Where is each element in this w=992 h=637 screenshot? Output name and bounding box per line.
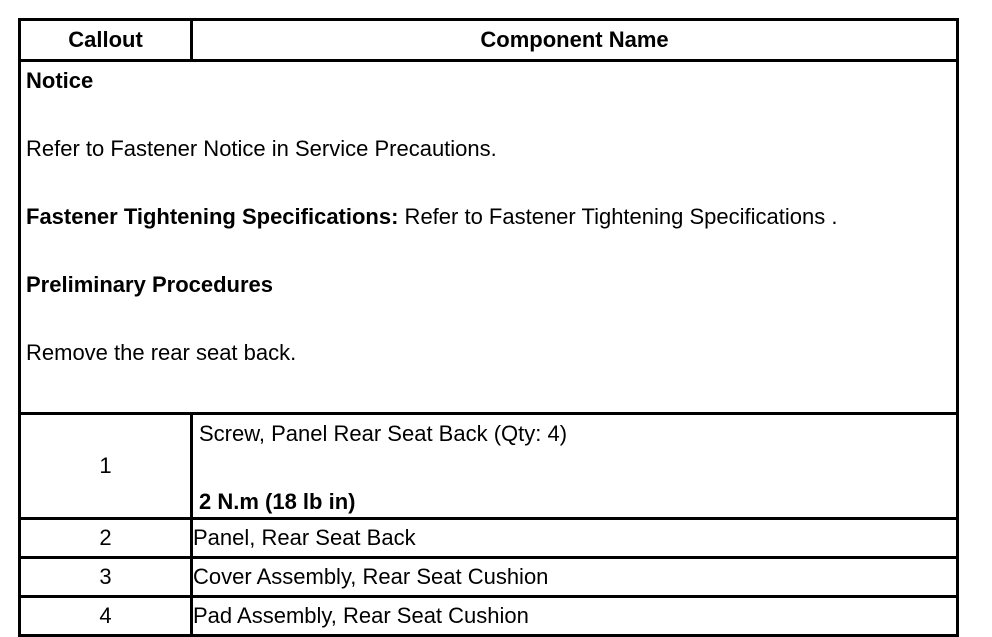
- table-row: [20, 558, 958, 597]
- component-name: Cover Assembly, Rear Seat Cushion: [192, 558, 958, 597]
- component-table: [18, 18, 959, 637]
- callout-header: Callout: [20, 20, 192, 61]
- component-name-header: Component Name: [192, 20, 958, 61]
- notice-cell: [20, 61, 958, 414]
- table-row: [20, 519, 958, 558]
- notice-content: [21, 62, 956, 412]
- fastener-spec-text: Refer to Fastener Tightening Specifications .: [398, 204, 838, 229]
- notice-heading: Notice: [26, 68, 94, 93]
- callout-number: 1: [20, 414, 192, 519]
- component-name-cell: [192, 414, 958, 519]
- callout-number: 2: [20, 519, 192, 558]
- preliminary-procedures-heading: Preliminary Procedures: [26, 272, 274, 297]
- component-name: Panel, Rear Seat Back: [192, 519, 958, 558]
- torque-spec: 2 N.m (18 lb in): [199, 489, 356, 514]
- notice-text: Refer to Fastener Notice in Service Precautions.: [26, 136, 497, 161]
- table-row: [20, 597, 958, 636]
- component-name: Pad Assembly, Rear Seat Cushion: [192, 597, 958, 636]
- component-name: Screw, Panel Rear Seat Back (Qty: 4): [199, 421, 568, 446]
- notice-row: [20, 61, 958, 414]
- fastener-spec-line: [26, 204, 837, 230]
- callout-number: 4: [20, 597, 192, 636]
- fastener-spec-label: Fastener Tightening Specifications:: [26, 204, 399, 229]
- table-row: [20, 414, 958, 519]
- preliminary-procedures-text: Remove the rear seat back.: [26, 340, 297, 365]
- header-row: [20, 20, 958, 61]
- callout-number: 3: [20, 558, 192, 597]
